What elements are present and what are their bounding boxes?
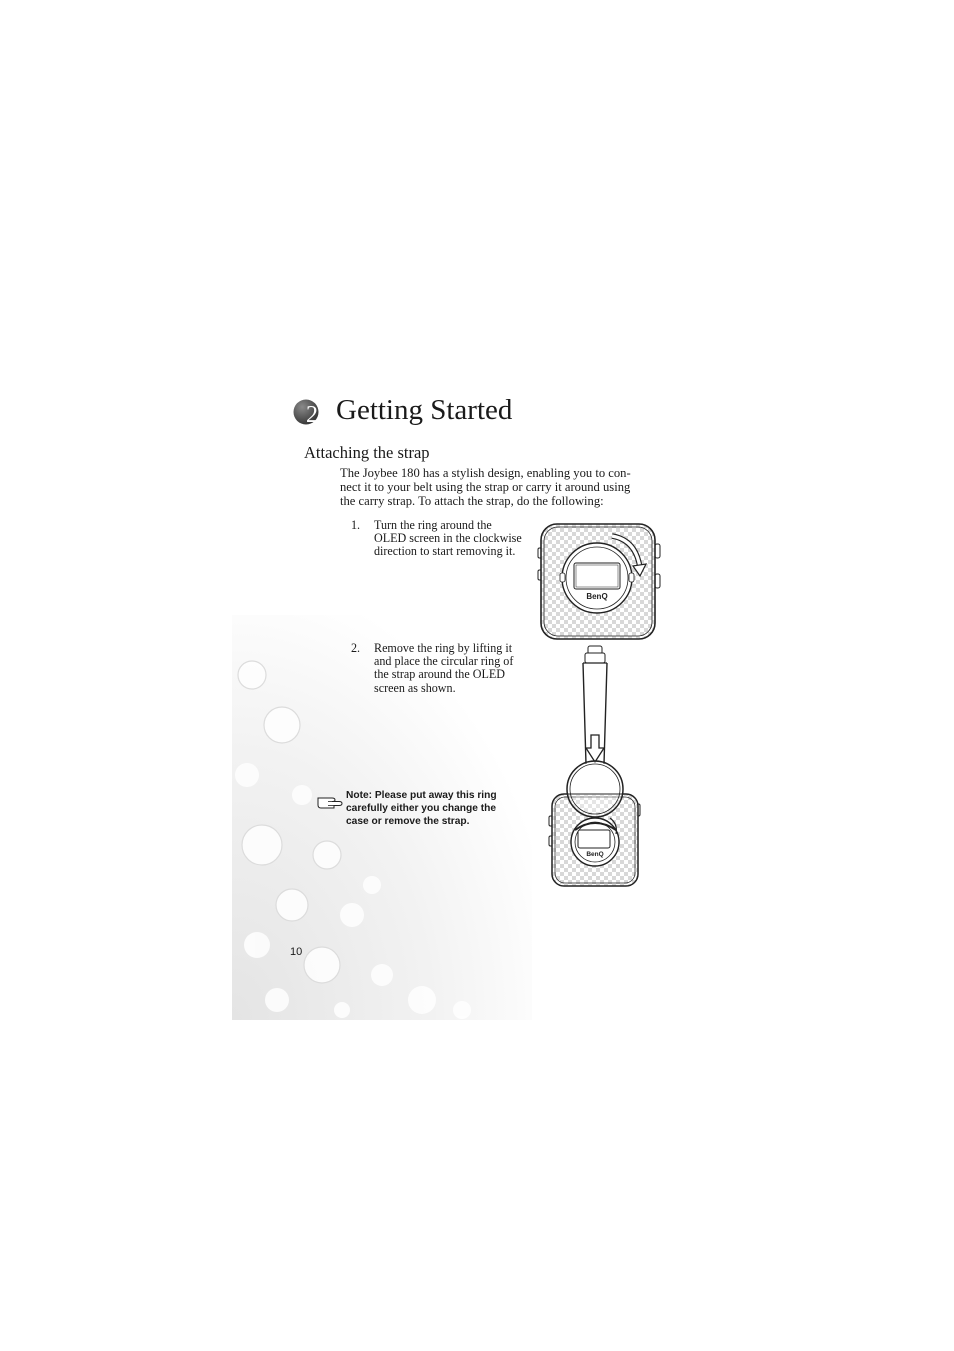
step-text — [374, 642, 513, 695]
step-2 — [351, 642, 536, 698]
page-number: 10 — [290, 946, 303, 958]
step-1 — [351, 519, 536, 573]
section-title: Attaching the strap — [304, 443, 430, 462]
note-line: carefully either you change the — [346, 803, 497, 814]
brand-label: BenQ — [586, 851, 604, 858]
chapter-number: 2 — [306, 402, 318, 426]
step-line: OLED screen in the clockwise — [374, 531, 522, 546]
step-line: direction to start removing it. — [374, 544, 516, 559]
note-line: case or remove the strap. — [346, 816, 470, 827]
intro-line: the carry strap. To attach the strap, do the following: — [340, 494, 604, 508]
step-line: and place the circular ring of — [374, 654, 514, 669]
step-number: 2. — [351, 641, 361, 655]
intro-line: The Joybee 180 has a stylish design, enabling you to con- — [340, 466, 631, 480]
brand-label: BenQ — [586, 592, 608, 601]
intro-line: nect it to your belt using the strap or carry it around using — [340, 480, 631, 494]
step-line: Turn the ring around the — [374, 518, 492, 532]
chapter-number-badge — [293, 396, 323, 426]
pointing-hand-icon — [317, 794, 343, 810]
note-line: Note: Please put away this ring — [346, 790, 497, 801]
step-line: screen as shown. — [374, 680, 456, 695]
step-number: 1. — [351, 518, 361, 532]
chapter-title: Getting Started — [336, 394, 513, 426]
device-ring-rotate-illustration — [536, 520, 664, 644]
strap-attach-illustration — [540, 644, 650, 890]
step-line: the strap around the OLED — [374, 667, 505, 682]
step-line: Remove the ring by lifting it — [374, 641, 513, 655]
intro-paragraph — [340, 466, 662, 508]
note-text — [346, 789, 497, 828]
step-text — [374, 519, 522, 559]
